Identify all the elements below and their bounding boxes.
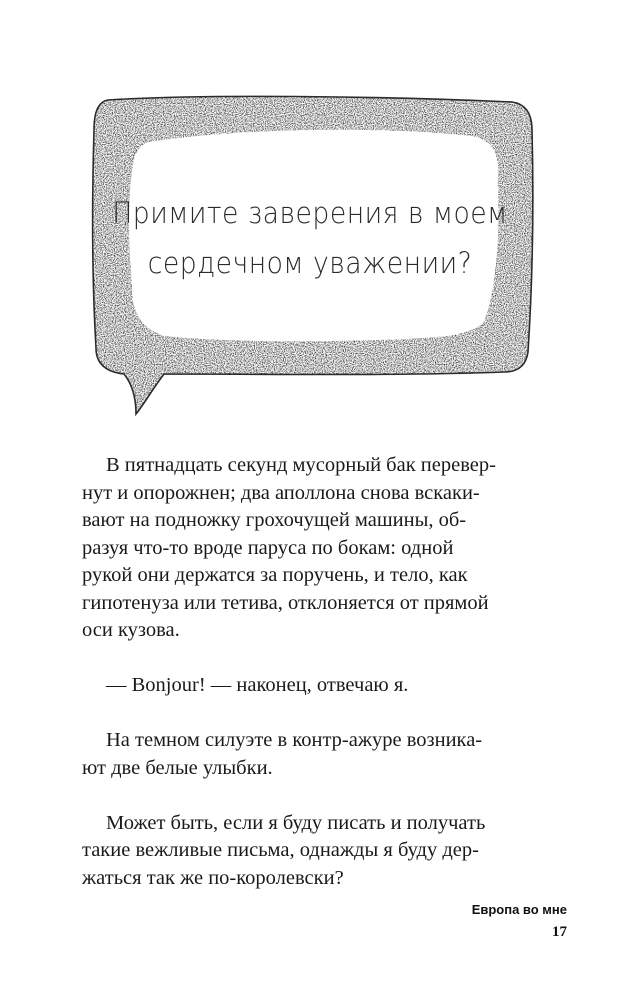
- text-line: оси кузова.: [82, 619, 180, 641]
- page-number: 17: [552, 924, 567, 940]
- paragraph: [106, 672, 576, 700]
- text-line: На темном силуэте в контр-ажуре возника-: [106, 729, 483, 751]
- paragraph: [82, 810, 576, 893]
- speech-bubble-line: сердечном уважении?: [147, 246, 473, 280]
- speech-bubble-text: [98, 188, 521, 288]
- speech-bubble-line: Примите заверения в моем: [112, 196, 508, 230]
- speech-bubble: [80, 90, 540, 420]
- text-line: — Bonjour! — наконец, отвечаю я.: [106, 674, 409, 696]
- text-line: такие вежливые письма, однажды я буду дер-: [82, 839, 479, 861]
- text-line: Может быть, если я буду писать и получать: [106, 811, 486, 834]
- body-text: [82, 452, 576, 920]
- text-line: рукой они держатся за поручень, и тело, как: [82, 564, 468, 586]
- text-line: разуя что-то вроде паруса по бокам: одной: [82, 536, 454, 559]
- text-line: жаться так же по-королевски?: [82, 866, 344, 889]
- text-line: нут и опорожнен; два аполлона снова вскаки-: [82, 481, 480, 504]
- paragraph: [82, 727, 576, 782]
- text-line: ют две белые улыбки.: [82, 756, 273, 779]
- text-line: вают на подножку грохочущей машины, об-: [82, 509, 467, 531]
- text-line: гипотенуза или тетива, отклоняется от прямой: [82, 591, 489, 614]
- running-footer-title: Европа во мне: [471, 902, 567, 917]
- text-line: В пятнадцать секунд мусорный бак перевер-: [106, 454, 496, 476]
- paragraph: [82, 452, 576, 645]
